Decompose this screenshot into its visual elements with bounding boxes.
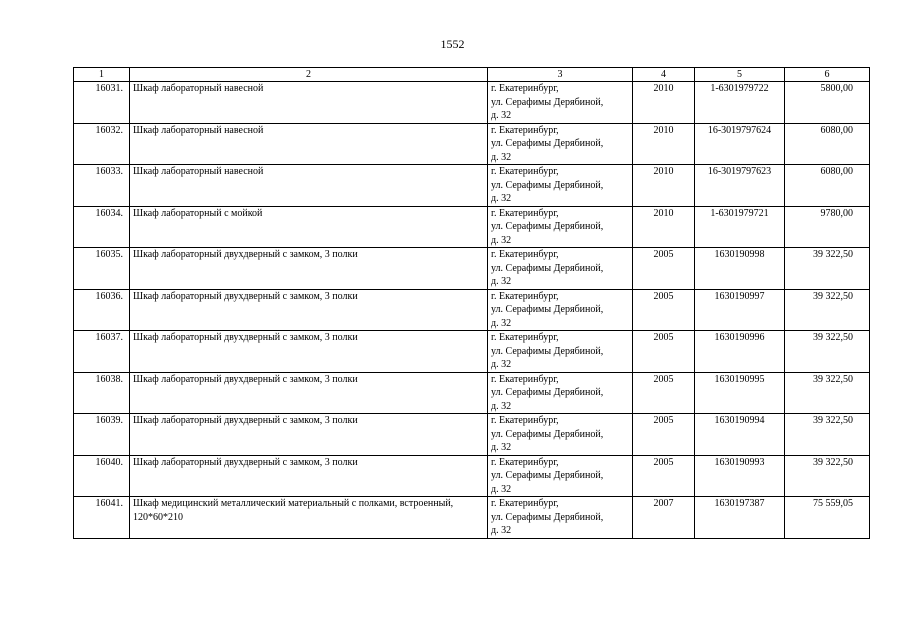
item-address: [488, 248, 633, 290]
inventory-number: 1630197387: [695, 497, 785, 539]
item-name: Шкаф лабораторный навесной: [130, 165, 488, 207]
item-value: 9780,00: [785, 206, 870, 248]
address-line: г. Екатеринбург,: [491, 498, 559, 509]
column-header: 6: [785, 68, 870, 82]
item-name: Шкаф лабораторный двухдверный с замком, 3 полки: [130, 414, 488, 456]
address-line: г. Екатеринбург,: [491, 290, 559, 302]
item-year: 2005: [633, 372, 695, 414]
column-header: 5: [695, 68, 785, 82]
address-line: г. Екатеринбург,: [491, 332, 559, 343]
table-row: [74, 331, 870, 373]
item-name: Шкаф лабораторный двухдверный с замком, 3 полки: [130, 455, 488, 497]
page-number: 1552: [440, 37, 465, 51]
item-address: [488, 206, 633, 248]
inventory-number: 16-3019797624: [695, 123, 785, 165]
address-line: ул. Серафимы Дерябиной,: [491, 304, 604, 315]
item-value: 6080,00: [785, 165, 870, 207]
row-number: 16038.: [74, 372, 130, 414]
address-line: д. 32: [491, 193, 512, 204]
item-value: 39 322,50: [785, 248, 870, 290]
address-line: ул. Серафимы Дерябиной,: [491, 262, 604, 274]
item-address: [488, 289, 633, 331]
address-line: д. 32: [491, 483, 512, 495]
inventory-number: 1630190997: [695, 289, 785, 331]
item-name: Шкаф лабораторный навесной: [130, 82, 488, 124]
table-row: [74, 414, 870, 456]
address-line: д. 32: [491, 317, 512, 329]
address-line: ул. Серафимы Дерябиной,: [491, 179, 604, 191]
column-header: 2: [130, 68, 488, 82]
row-number: 16034.: [74, 206, 130, 248]
address-line: ул. Серафимы Дерябиной,: [491, 387, 604, 398]
item-address: [488, 497, 633, 539]
item-address: [488, 123, 633, 165]
address-line: д. 32: [491, 110, 512, 121]
row-number: 16033.: [74, 165, 130, 207]
column-header: 4: [633, 68, 695, 82]
address-line: ул. Серафимы Дерябиной,: [491, 345, 604, 357]
address-line: ул. Серафимы Дерябиной,: [491, 138, 604, 149]
address-line: г. Екатеринбург,: [491, 249, 559, 260]
address-line: г. Екатеринбург,: [491, 373, 559, 385]
item-value: 39 322,50: [785, 372, 870, 414]
inventory-number: 16-3019797623: [695, 165, 785, 207]
item-value: 39 322,50: [785, 414, 870, 456]
row-number: 16031.: [74, 82, 130, 124]
address-line: г. Екатеринбург,: [491, 166, 559, 177]
item-year: 2005: [633, 455, 695, 497]
item-year: 2007: [633, 497, 695, 539]
table-row: [74, 455, 870, 497]
table-row: [74, 206, 870, 248]
address-line: г. Екатеринбург,: [491, 415, 559, 426]
item-address: [488, 165, 633, 207]
item-year: 2005: [633, 414, 695, 456]
table-row: [74, 372, 870, 414]
address-line: д. 32: [491, 359, 512, 370]
row-number: 16040.: [74, 455, 130, 497]
inventory-number: 1-6301979722: [695, 82, 785, 124]
address-line: ул. Серафимы Дерябиной,: [491, 428, 604, 440]
address-line: д. 32: [491, 276, 512, 287]
item-value: 5800,00: [785, 82, 870, 124]
address-line: г. Екатеринбург,: [491, 83, 559, 94]
item-name: Шкаф лабораторный двухдверный с замком, 3 полки: [130, 289, 488, 331]
address-line: д. 32: [491, 151, 512, 163]
inventory-number: 1630190994: [695, 414, 785, 456]
item-address: [488, 372, 633, 414]
item-year: 2010: [633, 82, 695, 124]
item-name: Шкаф лабораторный двухдверный с замком, 3 полки: [130, 372, 488, 414]
address-line: д. 32: [491, 442, 512, 453]
item-address: [488, 455, 633, 497]
row-number: 16041.: [74, 497, 130, 539]
item-name: Шкаф лабораторный двухдверный с замком, 3 полки: [130, 331, 488, 373]
address-line: ул. Серафимы Дерябиной,: [491, 511, 604, 523]
inventory-number: 1630190996: [695, 331, 785, 373]
address-line: ул. Серафимы Дерябиной,: [491, 470, 604, 481]
item-year: 2010: [633, 206, 695, 248]
inventory-number: 1630190993: [695, 455, 785, 497]
row-number: 16036.: [74, 289, 130, 331]
item-year: 2005: [633, 331, 695, 373]
item-value: 39 322,50: [785, 455, 870, 497]
item-year: 2010: [633, 165, 695, 207]
address-line: г. Екатеринбург,: [491, 207, 559, 219]
address-line: ул. Серафимы Дерябиной,: [491, 96, 604, 108]
table-row: [74, 82, 870, 124]
table-row: [74, 248, 870, 290]
row-number: 16039.: [74, 414, 130, 456]
item-value: 39 322,50: [785, 331, 870, 373]
address-line: г. Екатеринбург,: [491, 456, 559, 468]
inventory-number: 1630190998: [695, 248, 785, 290]
item-year: 2005: [633, 248, 695, 290]
table-row: [74, 165, 870, 207]
item-value: 6080,00: [785, 123, 870, 165]
inventory-number: 1-6301979721: [695, 206, 785, 248]
item-name: Шкаф лабораторный с мойкой: [130, 206, 488, 248]
property-table: [73, 67, 870, 539]
item-name: Шкаф лабораторный навесной: [130, 123, 488, 165]
row-number: 16037.: [74, 331, 130, 373]
column-header: 3: [488, 68, 633, 82]
item-name: Шкаф лабораторный двухдверный с замком, 3 полки: [130, 248, 488, 290]
address-line: д. 32: [491, 525, 512, 536]
address-line: г. Екатеринбург,: [491, 124, 559, 136]
row-number: 16035.: [74, 248, 130, 290]
item-year: 2005: [633, 289, 695, 331]
inventory-number: 1630190995: [695, 372, 785, 414]
item-address: [488, 82, 633, 124]
item-value: 75 559,05: [785, 497, 870, 539]
table-row: [74, 123, 870, 165]
table-row: [74, 289, 870, 331]
table-body: [74, 82, 870, 539]
item-address: [488, 331, 633, 373]
address-line: д. 32: [491, 400, 512, 412]
item-year: 2010: [633, 123, 695, 165]
table-header-row: [74, 68, 870, 82]
column-header: 1: [74, 68, 130, 82]
table-row: [74, 497, 870, 539]
item-name: Шкаф медицинский металлический материальный с полками, встроенный, 120*60*210: [130, 497, 488, 539]
address-line: ул. Серафимы Дерябиной,: [491, 221, 604, 232]
item-value: 39 322,50: [785, 289, 870, 331]
address-line: д. 32: [491, 234, 512, 246]
item-address: [488, 414, 633, 456]
row-number: 16032.: [74, 123, 130, 165]
